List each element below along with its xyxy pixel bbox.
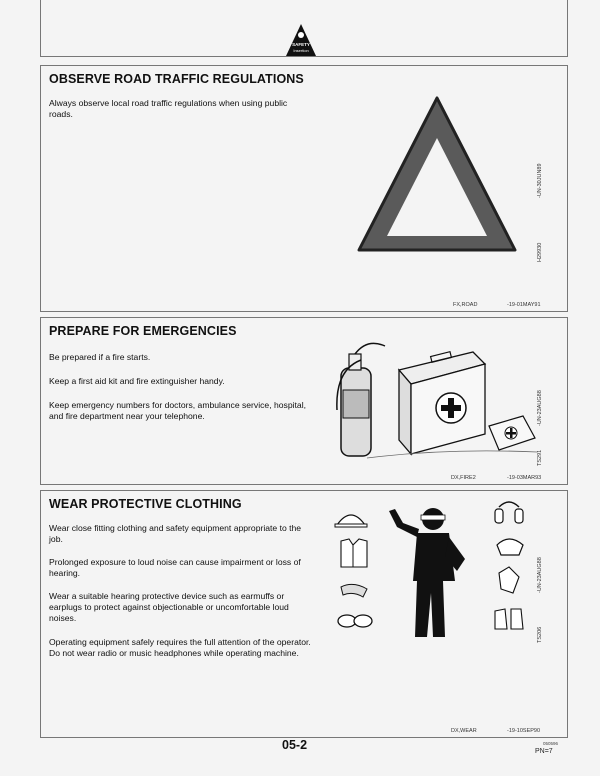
paragraph: Keep a first aid kit and fire extinguisher handy. <box>49 376 225 386</box>
paragraph: Always observe local road traffic regulations when using public roads. <box>49 98 288 119</box>
image-code: TS291 <box>537 449 543 466</box>
paragraph: Operating equipment safely requires the full attention of the operator. Do not wear radio or music headphones while operating machine. <box>49 637 311 658</box>
image-code: -UN-23AUG88 <box>537 557 543 593</box>
section-road-traffic <box>40 65 568 312</box>
page-number: 05-2 <box>282 738 308 752</box>
image-code: -UN-30JUN89 <box>537 163 543 198</box>
section-title: WEAR PROTECTIVE CLOTHING <box>49 497 242 511</box>
image-code: H29930 <box>537 242 543 262</box>
paragraph: Be prepared if a fire starts. <box>49 352 151 362</box>
protective-clothing-worker-image <box>333 497 533 643</box>
logo-text-1: SAFETY <box>292 42 310 47</box>
paragraph: Wear a suitable hearing protective device such as earmuffs or earplugs to protect against objectionable or uncomfortable loud noises. <box>49 591 289 623</box>
date-code: -19-03MAR93 <box>507 475 542 481</box>
footer-pn: PN=7 <box>535 748 553 755</box>
date-code: -19-01MAY91 <box>507 302 541 308</box>
date-code: -19-10SEP90 <box>507 728 541 734</box>
slow-moving-vehicle-triangle-image <box>351 90 523 266</box>
fire-extinguisher-first-aid-image <box>327 330 543 466</box>
ref-code: DX,WEAR <box>451 728 477 734</box>
ref-code: DX,FIRE2 <box>451 475 476 481</box>
image-code: TS206 <box>537 626 543 643</box>
image-code: -UN-23AUG88 <box>537 390 543 426</box>
section-title: OBSERVE ROAD TRAFFIC REGULATIONS <box>49 72 304 86</box>
footer-code: 050596 <box>543 741 559 746</box>
section-emergencies <box>40 317 568 485</box>
paragraph: Wear close fitting clothing and safety equipment appropriate to the job. <box>49 523 302 544</box>
ref-code: FX,ROAD <box>453 302 478 308</box>
section-protective-clothing <box>40 490 568 738</box>
paragraph: Prolonged exposure to loud noise can cause impairment or loss of hearing. <box>49 557 301 578</box>
section-title: PREPARE FOR EMERGENCIES <box>49 324 237 338</box>
safety-logo <box>286 24 316 56</box>
paragraph: Keep emergency numbers for doctors, ambulance service, hospital, and fire department near your telephone. <box>49 400 306 421</box>
logo-text-2: Insertion <box>293 48 309 53</box>
